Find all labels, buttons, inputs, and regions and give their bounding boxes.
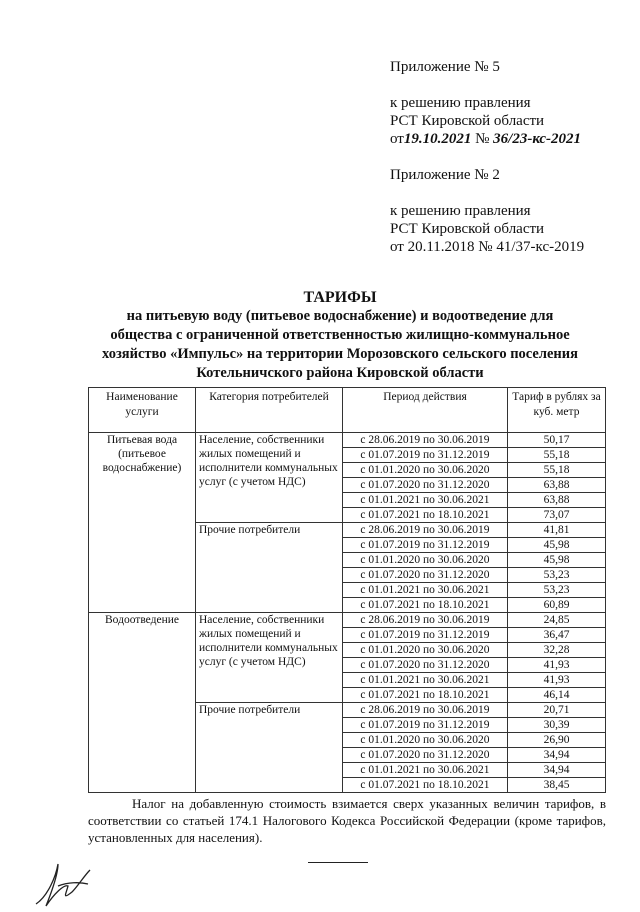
tariff-cell: 24,85: [508, 613, 606, 628]
appendix-5-block: [390, 58, 581, 148]
service-name: Питьевая вода (питьевое водоснабжение): [89, 433, 196, 613]
period-cell: с 01.07.2021 по 18.10.2021: [343, 688, 508, 703]
tariff-cell: 63,88: [508, 478, 606, 493]
appendix-5-line1: к решению правления: [390, 95, 531, 111]
handwritten-number: 36/23-кс-2021: [493, 131, 582, 147]
period-cell: с 01.07.2019 по 31.12.2019: [343, 448, 508, 463]
tariff-cell: 45,98: [508, 538, 606, 553]
table-section: [88, 387, 606, 912]
handwritten-date: 19.10.2021: [403, 131, 472, 147]
period-cell: с 01.07.2020 по 31.12.2020: [343, 658, 508, 673]
divider: [308, 862, 368, 863]
period-cell: с 01.01.2021 по 30.06.2021: [343, 673, 508, 688]
tariff-cell: 55,18: [508, 448, 606, 463]
consumer-category: Население, собственники жилых помещений и исполнители коммунальных услуг (с учетом НДС): [196, 433, 343, 523]
header-category: Категория потребителей: [196, 388, 343, 433]
appendix-2-line2: РСТ Кировской области: [390, 221, 545, 237]
appendix-2-line1: к решению правления: [390, 203, 531, 219]
tariff-cell: 41,81: [508, 523, 606, 538]
tariff-cell: 60,89: [508, 598, 606, 613]
signature: [28, 856, 98, 911]
period-cell: с 01.01.2020 по 30.06.2020: [343, 733, 508, 748]
period-cell: с 01.01.2020 по 30.06.2020: [343, 553, 508, 568]
period-cell: с 28.06.2019 по 30.06.2019: [343, 433, 508, 448]
tariff-cell: 41,93: [508, 673, 606, 688]
period-cell: с 01.01.2020 по 30.06.2020: [343, 643, 508, 658]
period-cell: с 01.07.2020 по 31.12.2020: [343, 568, 508, 583]
vat-note: Налог на добавленную стоимость взимается сверх указанных величин тарифов, в соответствии со статьей 174.1 Налогового Кодекса Российской Федерации (кроме тарифов, установленных для населения).: [88, 796, 606, 845]
appendix-2-title: Приложение № 2: [390, 167, 500, 183]
tariff-cell: 50,17: [508, 433, 606, 448]
consumer-category: Прочие потребители: [196, 703, 343, 793]
period-cell: с 01.07.2021 по 18.10.2021: [343, 508, 508, 523]
tariff-cell: 32,28: [508, 643, 606, 658]
consumer-category: Население, собственники жилых помещений и исполнители коммунальных услуг (с учетом НДС): [196, 613, 343, 703]
period-cell: с 01.07.2019 по 31.12.2019: [343, 538, 508, 553]
period-cell: с 01.07.2021 по 18.10.2021: [343, 598, 508, 613]
tariff-cell: 34,94: [508, 748, 606, 763]
period-cell: с 01.01.2021 по 30.06.2021: [343, 583, 508, 598]
period-cell: с 01.07.2020 по 31.12.2020: [343, 748, 508, 763]
period-cell: с 28.06.2019 по 30.06.2019: [343, 613, 508, 628]
tariff-table: [88, 387, 606, 793]
period-cell: с 28.06.2019 по 30.06.2019: [343, 703, 508, 718]
tariff-cell: 20,71: [508, 703, 606, 718]
appendix-5-line2: РСТ Кировской области: [390, 113, 545, 129]
tariff-cell: 46,14: [508, 688, 606, 703]
service-name: Водоотведение: [89, 613, 196, 793]
tariff-cell: 55,18: [508, 463, 606, 478]
header-period: Период действия: [343, 388, 508, 433]
period-cell: с 01.01.2020 по 30.06.2020: [343, 463, 508, 478]
tariff-cell: 38,45: [508, 778, 606, 793]
period-cell: с 01.07.2019 по 31.12.2019: [343, 628, 508, 643]
table-header-row: [89, 388, 606, 433]
period-cell: с 01.07.2020 по 31.12.2020: [343, 478, 508, 493]
tariff-cell: 30,39: [508, 718, 606, 733]
appendix-5-title: Приложение № 5: [390, 59, 500, 75]
header-tariff: Тариф в рублях за куб. метр: [508, 388, 606, 433]
tariff-cell: 34,94: [508, 763, 606, 778]
tariff-cell: 36,47: [508, 628, 606, 643]
period-cell: с 28.06.2019 по 30.06.2019: [343, 523, 508, 538]
consumer-category: Прочие потребители: [196, 523, 343, 613]
tariff-cell: 73,07: [508, 508, 606, 523]
header-service: Наименование услуги: [89, 388, 196, 433]
tariff-cell: 41,93: [508, 658, 606, 673]
appendix-2-line3: от 20.11.2018 № 41/37-кс-2019: [390, 239, 585, 255]
table-row: [89, 613, 606, 628]
tariff-cell: 53,23: [508, 583, 606, 598]
table-row: [89, 433, 606, 448]
period-cell: с 01.07.2021 по 18.10.2021: [343, 778, 508, 793]
appendix-2-block: [390, 166, 584, 256]
tariff-cell: 45,98: [508, 553, 606, 568]
tariff-cell: 63,88: [508, 493, 606, 508]
tariff-cell: 53,23: [508, 568, 606, 583]
period-cell: с 01.01.2021 по 30.06.2021: [343, 493, 508, 508]
document-title: ТАРИФЫ на питьевую воду (питьевое водоснабжение) и водоотведение для общества с ограниченной ответственностью жилищно-коммунальное хозяйство «Импульс» на территории Морозовского сельского поселения Котельничского района Кировской области: [102, 289, 578, 381]
period-cell: с 01.07.2019 по 31.12.2019: [343, 718, 508, 733]
period-cell: с 01.01.2021 по 30.06.2021: [343, 763, 508, 778]
appendix-5-decision: от19.10.2021 № 36/23-кс-2021: [390, 131, 582, 147]
footer: [88, 852, 606, 912]
tariff-cell: 26,90: [508, 733, 606, 748]
